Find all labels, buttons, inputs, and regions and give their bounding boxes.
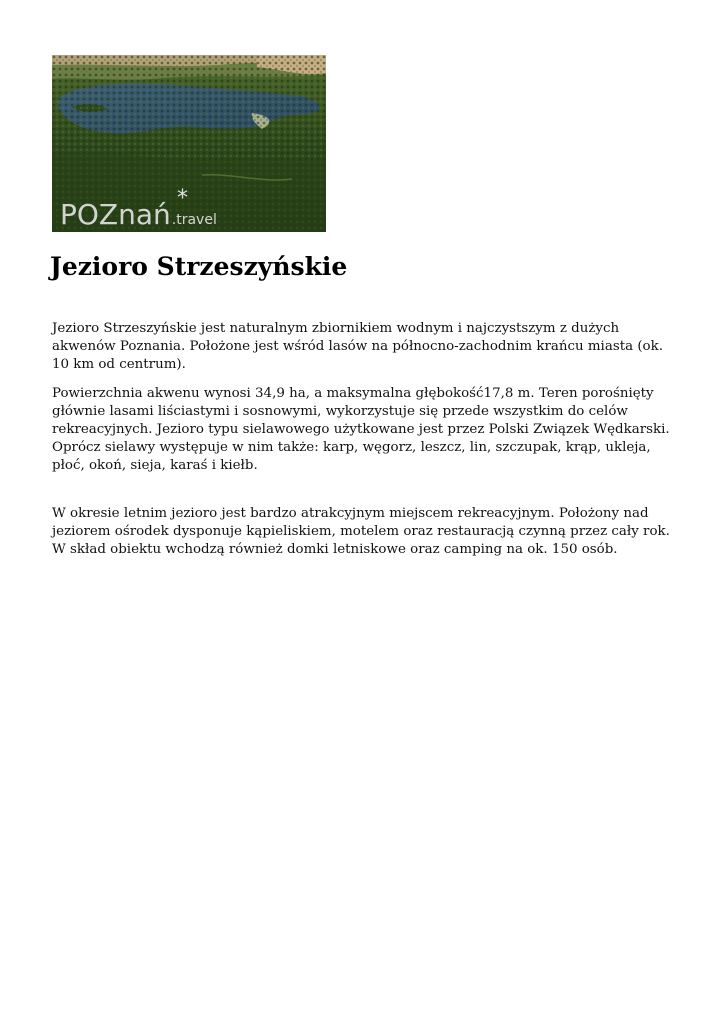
page-title: Jezioro Strzeszyńskie bbox=[50, 252, 348, 281]
poznan-travel-logo bbox=[60, 186, 217, 231]
paragraph-recreation: W okresie letnim jezioro jest bardzo atrakcyjnym miejscem rekreacyjnym. Położony nad jeziorem ośrodek dysponuje kąpieliskiem, motelem oraz restauracją czynną przez cały rok. W skład obiektu wchodzą również domki letniskowe oraz camping na ok. 150 osób. bbox=[52, 506, 670, 557]
logo-star-icon: * bbox=[177, 186, 188, 211]
lake-aerial-photo bbox=[52, 55, 326, 232]
paragraph-intro: Jezioro Strzeszyńskie jest naturalnym zbiornikiem wodnym i najczystszym z dużych akwenów Poznania. Położone jest wśród lasów na północno-zachodnim krańcu miasta (ok. 10 km od centrum). bbox=[52, 321, 663, 372]
logo-tld-text: .travel bbox=[171, 212, 217, 228]
logo-main-text: POZnań bbox=[60, 198, 171, 231]
paragraph-facts: Powierzchnia akwenu wynosi 34,9 ha, a maksymalna głębokość17,8 m. Teren porośnięty głównie lasami liściastymi i sosnowymi, wykorzystuje się przede wszystkim do celów rekreacyjnych. Jezioro typu sielawowego użytkowane jest przez Polski Związek Wędkarski. Oprócz sielawy występuje w nim także: karp, węgorz, leszcz, lin, szczupak, krąp, ukleja, płoć, okoń, sieja, karaś i kiełb. bbox=[52, 386, 670, 473]
